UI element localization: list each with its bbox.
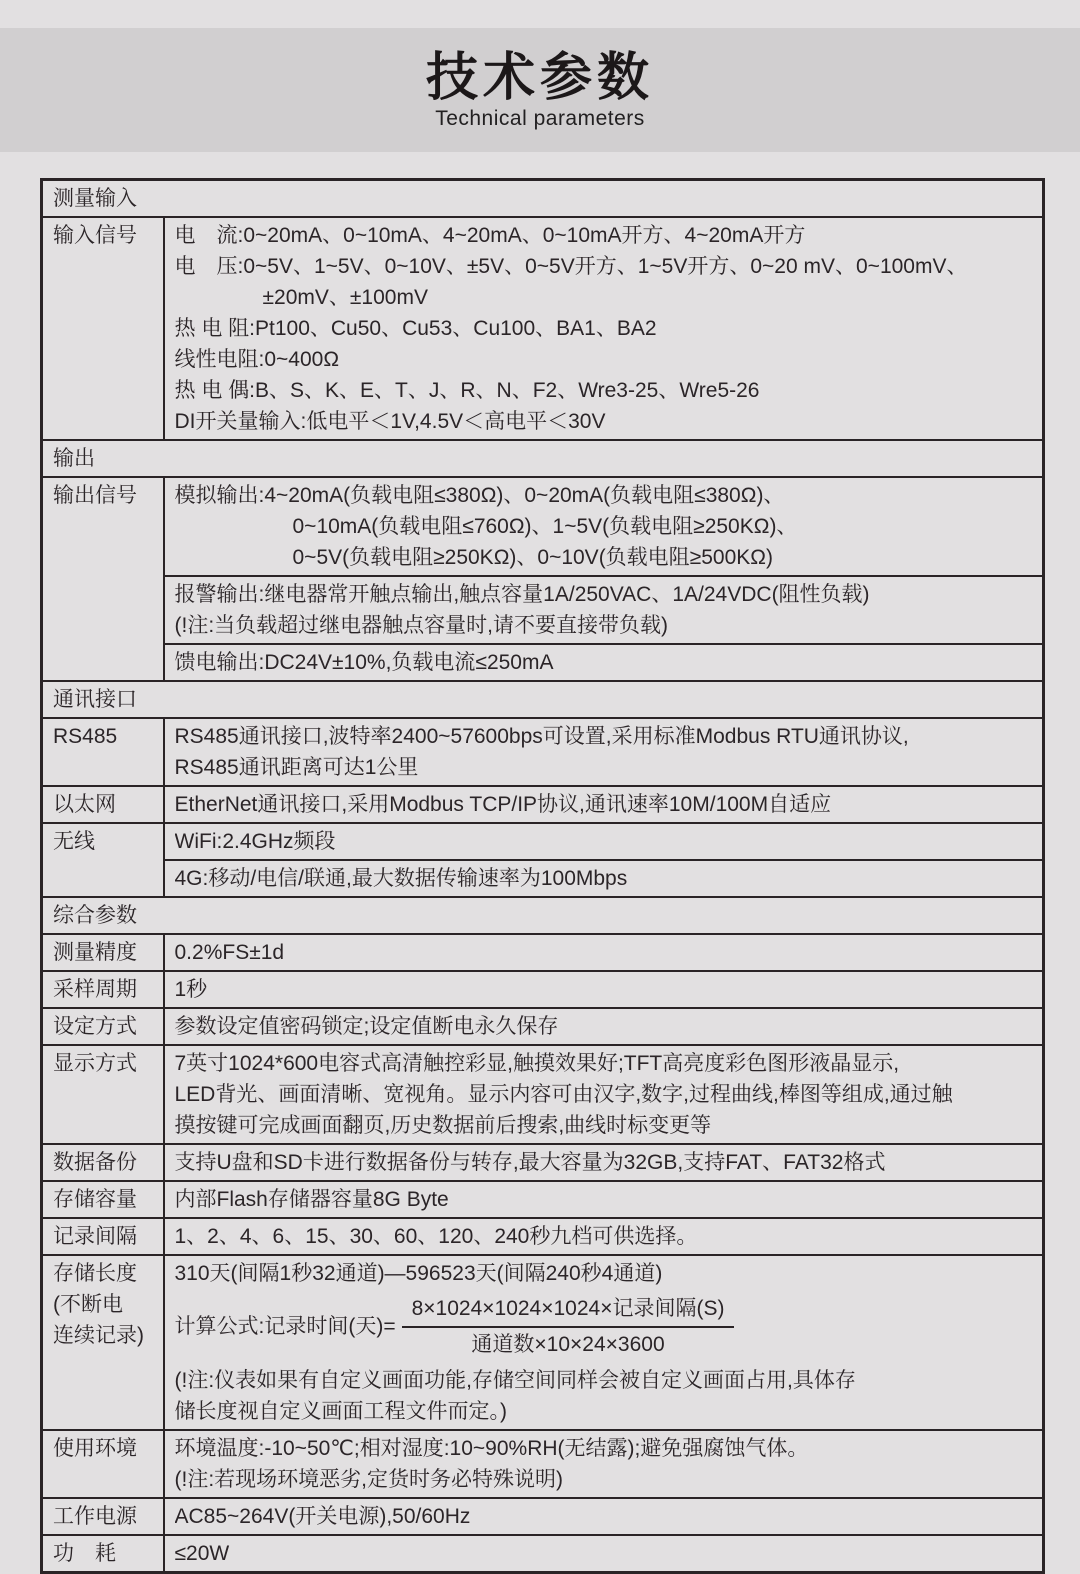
input-current-line: 电 流:0~20mA、0~10mA、4~20mA、0~10mA开方、4~20mA开方 [174,224,806,247]
section-header-measure-input: 测量输入 [42,180,1044,218]
row-output-signal-analog [42,477,1044,576]
accuracy-label: 测量精度 [42,934,164,971]
storage-formula [175,1289,1033,1365]
power-line: AC85~264V(开关电源),50/60Hz [174,1505,471,1528]
wifi-line: WiFi:2.4GHz频段 [174,830,336,853]
row-wireless-4g [42,860,1044,897]
wireless-wifi-value [164,823,1044,860]
wireless-4g-value [164,860,1044,897]
display-line-1: 7英寸1024*600电容式高清触控彩显,触摸效果好;TFT高亮度彩色图形液晶显示, [174,1052,900,1075]
rs485-label: RS485 [42,718,164,786]
storage-note-line-2: 储长度视自定义画面工程文件而定。) [174,1400,507,1423]
setting-value [164,1008,1044,1045]
output-signal-label: 输出信号 [42,477,164,681]
rs485-value [164,718,1044,786]
row-capacity [42,1181,1044,1218]
output-analog-line-1: 模拟输出:4~20mA(负载电阻≤380Ω)、0~20mA(负载电阻≤380Ω)、 [174,484,785,507]
capacity-line: 内部Flash存储器容量8G Byte [174,1188,449,1211]
input-signal-label: 输入信号 [42,217,164,440]
spec-table [40,178,1045,1574]
ethernet-value [164,786,1044,823]
sampling-line: 1秒 [174,978,208,1001]
storage-length-label-line-2: (不断电 [53,1293,123,1316]
power-value [164,1498,1044,1535]
consumption-label: 功 耗 [42,1535,164,1573]
output-alarm-value [164,576,1044,644]
section-row-general [42,897,1044,934]
display-line-3: 摸按键可完成画面翻页,历史数据前后搜索,曲线时标变更等 [174,1114,712,1137]
storage-length-label [42,1255,164,1430]
consumption-line: ≤20W [174,1542,230,1565]
storage-length-label-line-1: 存储长度 [53,1262,137,1285]
section-row-measure-input [42,180,1044,218]
title-band [0,28,1080,152]
storage-length-value [164,1255,1044,1430]
environment-line-1: 环境温度:-10~50℃;相对湿度:10~90%RH(无结露);避免强腐蚀气体。 [174,1437,809,1460]
row-accuracy [42,934,1044,971]
output-feed-line: 馈电输出:DC24V±10%,负载电流≤250mA [174,651,554,674]
section-row-output [42,440,1044,477]
setting-line: 参数设定值密码锁定;设定值断电永久保存 [174,1015,559,1038]
4g-line: 4G:移动/电信/联通,最大数据传输速率为100Mbps [174,867,628,890]
accuracy-value [164,934,1044,971]
row-sampling [42,971,1044,1008]
input-thermocouple-line: 热 电 偶:B、S、K、E、T、J、R、N、F2、Wre3-25、Wre5-26 [174,379,760,402]
capacity-value [164,1181,1044,1218]
page-subtitle: Technical parameters [435,107,645,130]
input-signal-value [164,217,1044,440]
sampling-label: 采样周期 [42,971,164,1008]
interval-label: 记录间隔 [42,1218,164,1255]
display-label: 显示方式 [42,1045,164,1144]
storage-length-label-line-3: 连续记录) [53,1324,144,1347]
storage-length-range-line: 310天(间隔1秒32通道)—596523天(间隔240秒4通道) [174,1262,663,1285]
output-alarm-line-1: 报警输出:继电器常开触点输出,触点容量1A/250VAC、1A/24VDC(阻性负载) [174,583,870,606]
row-ethernet [42,786,1044,823]
storage-formula-numerator: 8×1024×1024×1024×记录间隔(S) [402,1292,735,1328]
page-title: 技术参数 [425,49,654,107]
row-interval [42,1218,1044,1255]
accuracy-line: 0.2%FS±1d [174,941,285,964]
storage-note-line-1: (!注:仪表如果有自定义画面功能,存储空间同样会被自定义画面占用,具体存 [174,1369,856,1392]
interval-value [164,1218,1044,1255]
input-linear-resistance-line: 线性电阻:0~400Ω [174,348,340,371]
wireless-label: 无线 [42,823,164,897]
display-line-2: LED背光、画面清晰、宽视角。显示内容可由汉字,数字,过程曲线,棒图等组成,通过触 [174,1083,953,1106]
storage-formula-prefix: 计算公式:记录时间(天)= [174,1315,396,1338]
row-rs485 [42,718,1044,786]
input-voltage-line-2: ±20mV、±100mV [262,286,428,309]
row-output-signal-feed [42,644,1044,681]
row-backup [42,1144,1044,1181]
section-row-comm [42,681,1044,718]
ethernet-line: EtherNet通讯接口,采用Modbus TCP/IP协议,通讯速率10M/100M自适应 [174,793,832,816]
display-value [164,1045,1044,1144]
backup-label: 数据备份 [42,1144,164,1181]
consumption-value [164,1535,1044,1573]
backup-value [164,1144,1044,1181]
power-label: 工作电源 [42,1498,164,1535]
output-analog-value [164,477,1044,576]
section-header-comm: 通讯接口 [42,681,1044,718]
row-setting [42,1008,1044,1045]
row-power [42,1498,1044,1535]
ethernet-label: 以太网 [42,786,164,823]
row-output-signal-alarm [42,576,1044,644]
storage-formula-fraction [402,1292,735,1362]
sampling-value [164,971,1044,1008]
row-input-signal [42,217,1044,440]
top-strip [0,0,1080,28]
row-wireless-wifi [42,823,1044,860]
environment-line-2: (!注:若现场环境恶劣,定货时务必特殊说明) [174,1468,563,1491]
row-display [42,1045,1044,1144]
interval-line: 1、2、4、6、15、30、60、120、240秒九档可供选择。 [174,1225,698,1248]
row-environment [42,1430,1044,1498]
rs485-line-2: RS485通讯距离可达1公里 [174,756,419,779]
input-voltage-line: 电 压:0~5V、1~5V、0~10V、±5V、0~5V开方、1~5V开方、0~20 mV、0~100mV、 [174,255,968,278]
rs485-line-1: RS485通讯接口,波特率2400~57600bps可设置,采用标准Modbus RTU通讯协议, [174,725,909,748]
spec-table-wrapper [40,178,1045,1574]
setting-label: 设定方式 [42,1008,164,1045]
input-di-line: DI开关量输入:低电平＜1V,4.5V＜高电平＜30V [174,410,606,433]
section-header-general: 综合参数 [42,897,1044,934]
row-consumption [42,1535,1044,1573]
capacity-label: 存储容量 [42,1181,164,1218]
row-storage-length [42,1255,1044,1430]
section-header-output: 输出 [42,440,1044,477]
output-analog-line-3: 0~5V(负载电阻≥250KΩ)、0~10V(负载电阻≥500KΩ) [292,546,773,569]
output-analog-line-2: 0~10mA(负载电阻≤760Ω)、1~5V(负载电阻≥250KΩ)、 [292,515,798,538]
backup-line: 支持U盘和SD卡进行数据备份与转存,最大容量为32GB,支持FAT、FAT32格式 [174,1151,886,1174]
output-feed-value [164,644,1044,681]
storage-formula-denominator: 通道数×10×24×3600 [471,1333,665,1356]
environment-value [164,1430,1044,1498]
environment-label: 使用环境 [42,1430,164,1498]
input-rtd-line: 热 电 阻:Pt100、Cu50、Cu53、Cu100、BA1、BA2 [174,317,657,340]
output-alarm-line-2: (!注:当负载超过继电器触点容量时,请不要直接带负载) [174,614,668,637]
